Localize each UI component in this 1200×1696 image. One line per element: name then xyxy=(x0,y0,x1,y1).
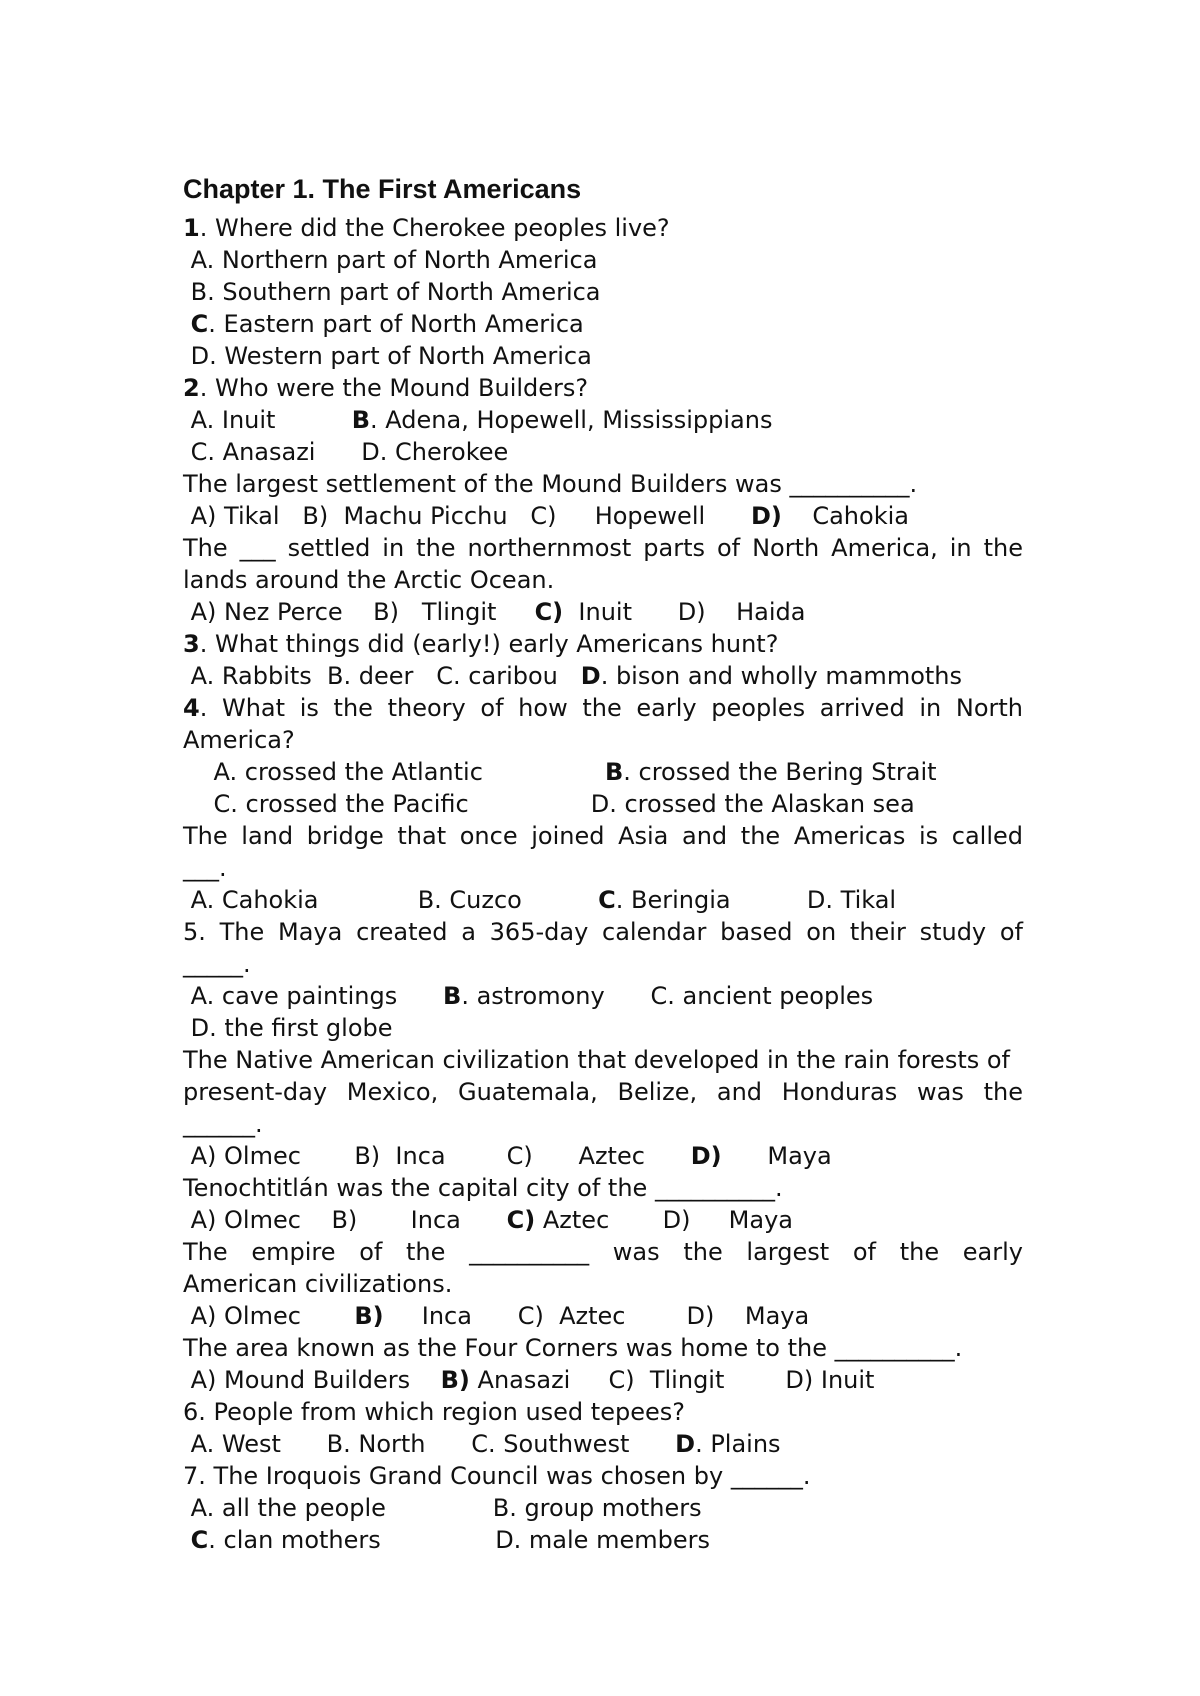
line-text: C. crossed the Pacific D. crossed the Alaskan sea xyxy=(183,790,915,818)
line-text: . Who were the Mound Builders? xyxy=(199,374,589,402)
line-text: . What things did (early!) early Americans hunt? xyxy=(199,630,779,658)
text-line xyxy=(183,500,1023,532)
line-text: The area known as the Four Corners was home to the __________. xyxy=(183,1334,963,1362)
line-text: The land bridge that once joined Asia and the Americas is called xyxy=(183,822,1023,850)
line-text: . clan mothers D. male members xyxy=(208,1526,710,1554)
answer-marker: B xyxy=(351,406,371,434)
text-line xyxy=(183,532,1023,564)
line-text: . crossed the Bering Strait xyxy=(623,758,937,786)
text-line xyxy=(183,1428,1023,1460)
text-line xyxy=(183,852,1023,884)
line-text: . astromony C. ancient peoples xyxy=(461,982,874,1010)
text-line xyxy=(183,1268,1023,1300)
answer-marker: D xyxy=(675,1430,696,1458)
text-line xyxy=(183,884,1023,916)
document-page xyxy=(183,170,1023,1556)
line-text: ___. xyxy=(183,854,227,882)
answer-marker: D) xyxy=(690,1142,722,1170)
text-line xyxy=(183,1172,1023,1204)
line-text: A) Mound Builders xyxy=(183,1366,441,1394)
line-text xyxy=(183,310,191,338)
text-line xyxy=(183,916,1023,948)
line-text: Inca C) Aztec D) Maya xyxy=(383,1302,810,1330)
line-text: A. Inuit xyxy=(183,406,352,434)
text-line xyxy=(183,628,1023,660)
line-text: America? xyxy=(183,726,295,754)
line-text: 7. The Iroquois Grand Council was chosen by ______. xyxy=(183,1462,811,1490)
line-text: A. all the people B. group mothers xyxy=(183,1494,702,1522)
line-text: . bison and wholly mammoths xyxy=(600,662,962,690)
line-text: A) Olmec B) Inca C) Aztec xyxy=(183,1142,691,1170)
line-text: . Plains xyxy=(695,1430,781,1458)
answer-marker: B xyxy=(604,758,624,786)
text-line xyxy=(183,1236,1023,1268)
chapter-title: Chapter 1. The First Americans xyxy=(183,174,582,204)
answer-marker: 1 xyxy=(183,214,200,242)
line-text: A. crossed the Atlantic xyxy=(183,758,605,786)
line-text: _____. xyxy=(183,950,251,978)
answer-marker: B) xyxy=(354,1302,384,1330)
line-text: Cahokia xyxy=(781,502,909,530)
text-line xyxy=(183,212,1023,244)
line-text: A. Northern part of North America xyxy=(183,246,598,274)
answer-marker: 4 xyxy=(183,694,200,722)
line-text: A. West B. North C. Southwest xyxy=(183,1430,676,1458)
answer-marker: C xyxy=(598,886,616,914)
text-line xyxy=(183,596,1023,628)
line-text: The empire of the __________ was the largest of the early xyxy=(183,1238,1023,1266)
line-text: ______. xyxy=(183,1110,263,1138)
line-text: Aztec D) Maya xyxy=(535,1206,793,1234)
text-line xyxy=(183,1044,1023,1076)
line-text: A. Cahokia B. Cuzco xyxy=(183,886,599,914)
text-line xyxy=(183,1204,1023,1236)
text-line xyxy=(183,1460,1023,1492)
line-text: A) Olmec B) Inca xyxy=(183,1206,507,1234)
line-text: . Where did the Cherokee peoples live? xyxy=(199,214,670,242)
text-line xyxy=(183,1492,1023,1524)
text-line xyxy=(183,1140,1023,1172)
text-line xyxy=(183,468,1023,500)
line-text: . What is the theory of how the early peoples arrived in North xyxy=(199,694,1023,722)
text-line xyxy=(183,788,1023,820)
answer-marker: B) xyxy=(440,1366,470,1394)
line-text: D. the first globe xyxy=(183,1014,393,1042)
text-line xyxy=(183,564,1023,596)
line-text: . Adena, Hopewell, Mississippians xyxy=(370,406,773,434)
text-line xyxy=(183,1332,1023,1364)
line-text: Inuit D) Haida xyxy=(563,598,806,626)
answer-marker: C) xyxy=(506,1206,536,1234)
line-text: present-day Mexico, Guatemala, Belize, and Honduras was the xyxy=(183,1078,1023,1106)
line-text: D. Western part of North America xyxy=(183,342,592,370)
line-text: lands around the Arctic Ocean. xyxy=(183,566,555,594)
line-text: Maya xyxy=(721,1142,832,1170)
text-line xyxy=(183,308,1023,340)
line-text: . Eastern part of North America xyxy=(208,310,584,338)
text-line xyxy=(183,1524,1023,1556)
answer-marker: C xyxy=(190,310,209,338)
text-line xyxy=(183,660,1023,692)
line-text: A) Nez Perce B) Tlingit xyxy=(183,598,535,626)
text-line xyxy=(183,276,1023,308)
answer-marker: C) xyxy=(534,598,564,626)
line-text: 6. People from which region used tepees? xyxy=(183,1398,685,1426)
text-line xyxy=(183,404,1023,436)
line-text xyxy=(183,1526,191,1554)
line-text: . Beringia D. Tikal xyxy=(615,886,897,914)
line-text: C. Anasazi D. Cherokee xyxy=(183,438,509,466)
text-line xyxy=(183,1396,1023,1428)
line-text: The largest settlement of the Mound Builders was __________. xyxy=(183,470,918,498)
line-text: A. Rabbits B. deer C. caribou xyxy=(183,662,581,690)
text-line xyxy=(183,980,1023,1012)
text-line xyxy=(183,756,1023,788)
answer-marker: D) xyxy=(750,502,782,530)
answer-marker: 3 xyxy=(183,630,200,658)
text-line xyxy=(183,1012,1023,1044)
text-line xyxy=(183,1364,1023,1396)
text-line xyxy=(183,948,1023,980)
line-text: A) Tikal B) Machu Picchu C) Hopewell xyxy=(183,502,751,530)
line-text: The Native American civilization that developed in the rain forests of xyxy=(183,1046,1010,1074)
answer-marker: C xyxy=(190,1526,209,1554)
text-line xyxy=(183,1076,1023,1108)
line-text: 5. The Maya created a 365-day calendar based on their study of xyxy=(183,918,1023,946)
text-line xyxy=(183,244,1023,276)
text-line xyxy=(183,692,1023,724)
line-text: The ___ settled in the northernmost parts of North America, in the xyxy=(183,534,1023,562)
answer-marker: 2 xyxy=(183,374,200,402)
line-text: Anasazi C) Tlingit D) Inuit xyxy=(469,1366,875,1394)
line-text: Tenochtitlán was the capital city of the __________. xyxy=(183,1174,783,1202)
line-text: B. Southern part of North America xyxy=(183,278,601,306)
text-line xyxy=(183,372,1023,404)
text-line xyxy=(183,820,1023,852)
text-line xyxy=(183,436,1023,468)
line-text: A) Olmec xyxy=(183,1302,355,1330)
text-line xyxy=(183,1300,1023,1332)
text-line xyxy=(183,1108,1023,1140)
question-list xyxy=(183,212,1023,1556)
line-text: American civilizations. xyxy=(183,1270,453,1298)
text-line xyxy=(183,340,1023,372)
text-line xyxy=(183,724,1023,756)
line-text: A. cave paintings xyxy=(183,982,444,1010)
answer-marker: B xyxy=(443,982,462,1010)
answer-marker: D xyxy=(580,662,601,690)
